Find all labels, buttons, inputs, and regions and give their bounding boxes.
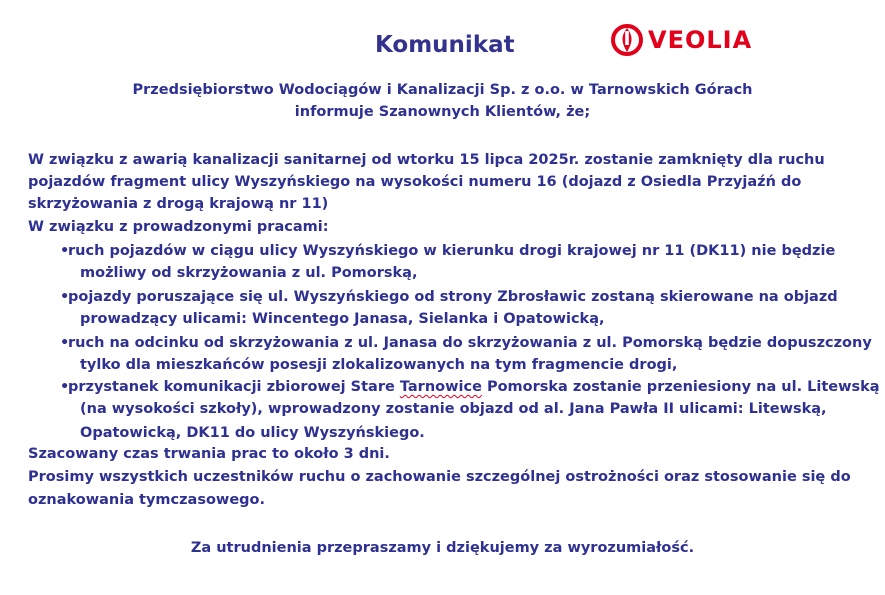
- intro-line-1: Przedsiębiorstwo Wodociągów i Kanalizacji Sp. z o.o. w Tarnowskich Górach: [132, 82, 753, 98]
- para1-line-1: W związku z awarią kanalizacji sanitarnej od wtorku 15 lipca 2025r. zostanie zamknięty dla ruchu: [28, 152, 825, 168]
- bullet-1-line-2: możliwy od skrzyżowania z ul. Pomorską,: [80, 265, 418, 281]
- closing-line: Za utrudnienia przepraszamy i dziękujemy za wyrozumiałość.: [190, 540, 695, 556]
- bullet-3-line-2: tylko dla mieszkańców posesji zlokalizowanych na tym fragmencie drogi,: [80, 357, 678, 373]
- veolia-logo: [610, 22, 752, 58]
- para1-line-2: pojazdów fragment ulicy Wyszyńskiego na wysokości numeru 16 (dojazd z Osiedla Przyjaźń do: [28, 174, 802, 190]
- intro-line-2: informuje Szanownych Klientów, że;: [294, 104, 591, 120]
- request-line-2: oznakowania tymczasowego.: [28, 492, 266, 508]
- bullet-4-line-2: (na wysokości szkoły), wprowadzony zostanie objazd od al. Jana Pawła II ulicami: Litewską,: [80, 401, 827, 417]
- request-line-1: Prosimy wszystkich uczestników ruchu o zachowanie szczególnej ostrożności oraz stosowanie się do: [28, 469, 851, 485]
- bullet-4-line-1: [68, 376, 880, 398]
- duration-line: Szacowany czas trwania prac to około 3 dni.: [28, 446, 390, 462]
- bullet-marker-2: •: [60, 289, 70, 305]
- bullet-4-text-c: Pomorska zostanie przeniesiony na ul. Litewską: [481, 379, 880, 395]
- page-title: Komunikat: [375, 32, 515, 58]
- veolia-logo-icon: [610, 23, 644, 57]
- para1-line-3: skrzyżowania z drogą krajową nr 11): [28, 196, 329, 212]
- bullet-3-line-1: ruch na odcinku od skrzyżowania z ul. Janasa do skrzyżowania z ul. Pomorską będzie dopuszczony: [68, 335, 872, 351]
- para2-line-1: W związku z prowadzonymi pracami:: [28, 219, 329, 235]
- bullet-4-line-3: Opatowicką, DK11 do ulicy Wyszyńskiego.: [80, 425, 425, 441]
- bullet-4-text-a: przystanek komunikacji zbiorowej Stare: [68, 379, 400, 395]
- bullet-marker-4: •: [60, 379, 70, 395]
- bullet-marker-1: •: [60, 243, 70, 259]
- bullet-2-line-1: pojazdy poruszające się ul. Wyszyńskiego od strony Zbrosławic zostaną skierowane na objazd: [68, 289, 838, 305]
- bullet-marker-3: •: [60, 335, 70, 351]
- bullet-2-line-2: prowadzący ulicami: Wincentego Janasa, Sielanka i Opatowicką,: [80, 311, 605, 327]
- bullet-1-line-1: ruch pojazdów w ciągu ulicy Wyszyńskiego w kierunku drogi krajowej nr 11 (DK11) nie będzie: [68, 243, 836, 259]
- logo-text: VEOLIA: [648, 26, 753, 54]
- spellcheck-word: Tarnowice: [399, 379, 482, 395]
